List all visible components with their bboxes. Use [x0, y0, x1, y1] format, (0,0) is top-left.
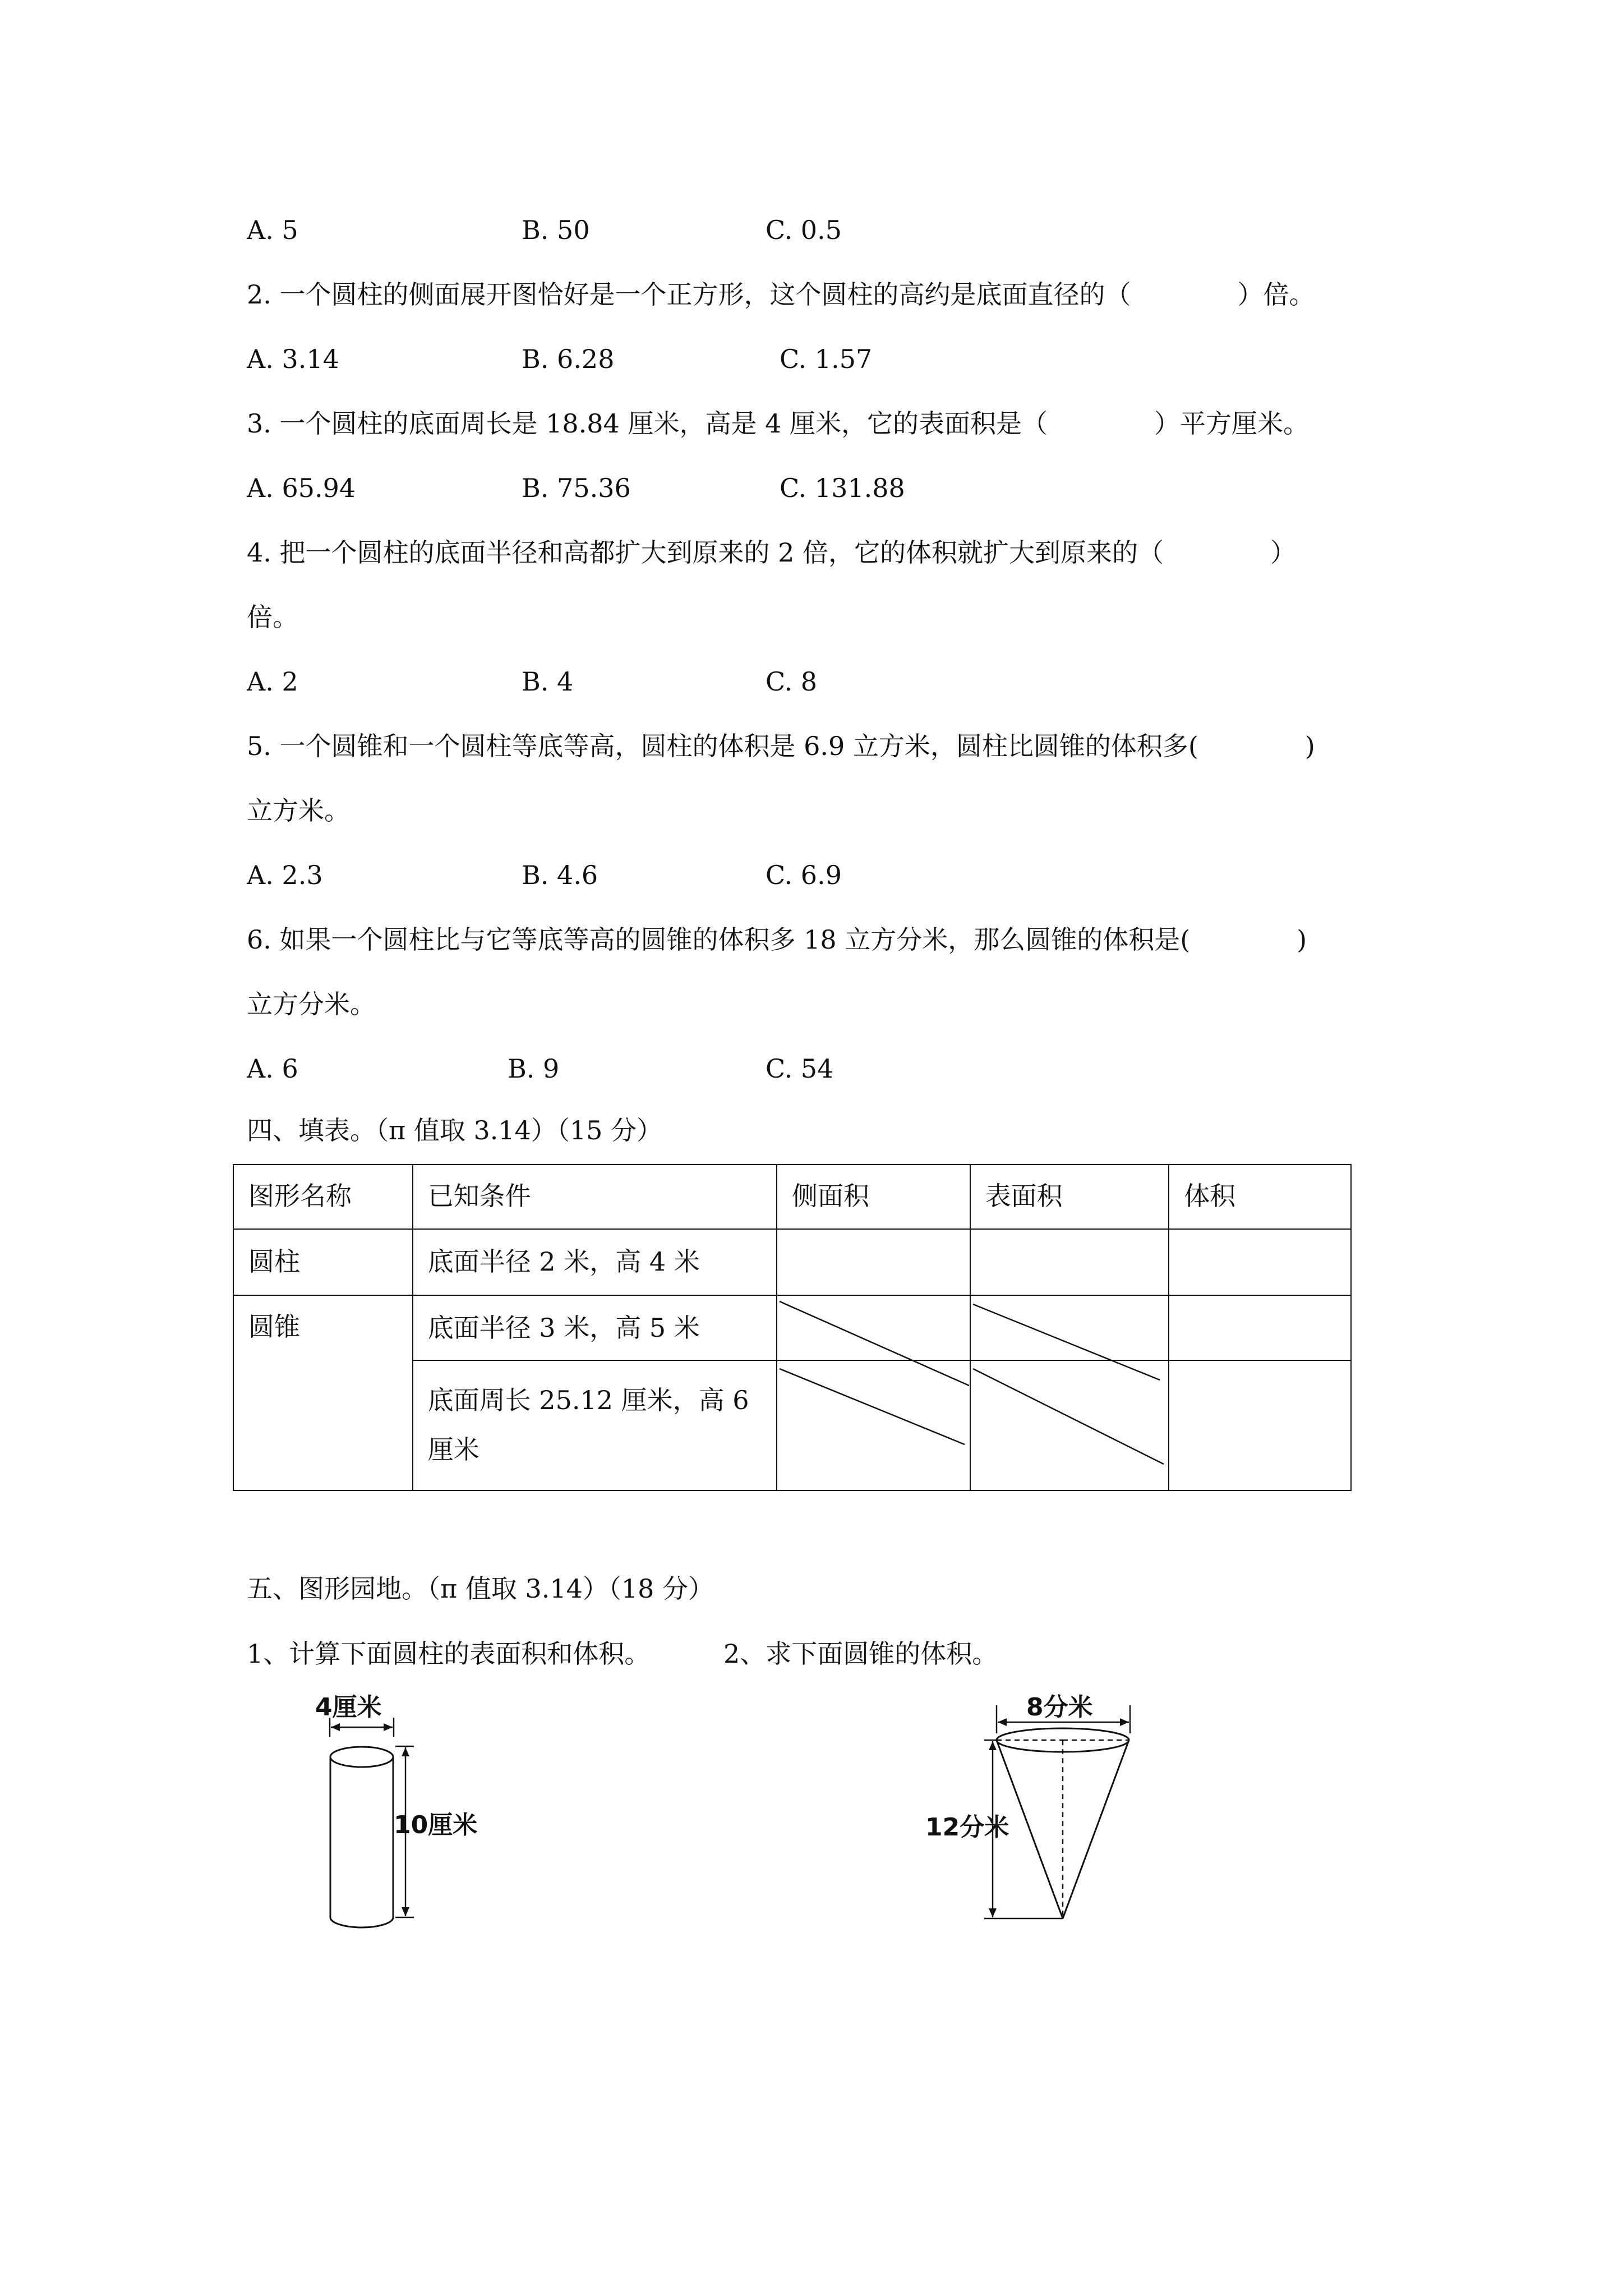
- question-4-text: 4. 把一个圆柱的底面半径和高都扩大到原来的 2 倍，它的体积就扩大到原来的（: [247, 537, 1164, 568]
- section-5-task-2: 2、求下面圆锥的体积。: [723, 1639, 998, 1669]
- question-6-text: 6. 如果一个圆柱比与它等底等高的圆锥的体积多 18 立方分米，那么圆锥的体积是(: [247, 924, 1191, 955]
- question-4-continued: 倍。: [247, 602, 298, 632]
- header-conditions: 已知条件: [413, 1165, 777, 1229]
- cone-diameter-label: 8分米: [1026, 1693, 1093, 1722]
- section-5-title: 五、图形园地。（π 值取 3.14）（18 分）: [247, 1573, 714, 1604]
- question-4-suffix: ）: [1270, 537, 1297, 568]
- row-cone-name: 圆锥: [233, 1295, 413, 1490]
- row-cylinder-name: 圆柱: [233, 1229, 413, 1295]
- cylinder-diameter-label: 4厘米: [315, 1693, 382, 1722]
- question-5-text: 5. 一个圆锥和一个圆柱等底等高，圆柱的体积是 6.9 立方米，圆柱比圆锥的体积多(: [247, 731, 1198, 761]
- q4-option-c: C. 8: [766, 666, 818, 697]
- cross-line: [973, 1369, 1164, 1464]
- q2-option-a: A. 3.14: [247, 344, 339, 374]
- cone-figure: [925, 1683, 1172, 1941]
- q1-option-b: B. 50: [522, 215, 590, 245]
- cross-line: [973, 1304, 1160, 1380]
- cross-line: [780, 1301, 969, 1386]
- q6-option-a: A. 6: [247, 1053, 298, 1084]
- row-cone2-conditions-line2: 厘米: [427, 1434, 479, 1465]
- q1-option-c: C. 0.5: [766, 215, 842, 245]
- cross-line: [780, 1369, 965, 1444]
- header-lateral-area: 侧面积: [777, 1165, 970, 1229]
- q2-option-b: B. 6.28: [522, 344, 615, 374]
- q4-option-b: B. 4: [522, 666, 574, 697]
- question-6-continued: 立方分米。: [247, 989, 376, 1019]
- question-2-text: 2. 一个圆柱的侧面展开图恰好是一个正方形，这个圆柱的高约是底面直径的（: [247, 279, 1131, 310]
- q3-option-b: B. 75.36: [522, 473, 631, 503]
- q6-option-b: B. 9: [508, 1053, 560, 1084]
- q3-option-a: A. 65.94: [247, 473, 356, 503]
- cylinder-figure: [303, 1683, 544, 1941]
- header-shape-name: 图形名称: [233, 1165, 413, 1229]
- question-3-text: 3. 一个圆柱的底面周长是 18.84 厘米，高是 4 厘米，它的表面积是（: [247, 408, 1048, 439]
- section-4-title: 四、填表。（π 值取 3.14）（15 分）: [247, 1115, 663, 1145]
- header-surface-area: 表面积: [970, 1165, 1169, 1229]
- q5-option-a: A. 2.3: [247, 860, 323, 890]
- q5-option-c: C. 6.9: [766, 860, 842, 890]
- row-cone2-conditions-line1: 底面周长 25.12 厘米，高 6: [427, 1385, 749, 1415]
- question-3-suffix: ）平方厘米。: [1154, 408, 1309, 439]
- row-cone-conditions: 底面半径 3 米，高 5 米: [413, 1295, 777, 1360]
- q3-option-c: C. 131.88: [780, 473, 905, 503]
- question-5-continued: 立方米。: [247, 795, 350, 826]
- header-volume: 体积: [1169, 1165, 1351, 1229]
- section-5-task-1: 1、计算下面圆柱的表面积和体积。: [247, 1639, 651, 1669]
- q1-option-a: A. 5: [247, 215, 298, 245]
- q6-option-c: C. 54: [766, 1053, 834, 1084]
- cone-height-label: 12分米: [925, 1813, 1009, 1842]
- row-cylinder-conditions: 底面半径 2 米，高 4 米: [413, 1229, 777, 1295]
- q5-option-b: B. 4.6: [522, 860, 598, 890]
- q4-option-a: A. 2: [247, 666, 298, 697]
- question-6-suffix: ): [1297, 924, 1307, 955]
- question-2-suffix: ）倍。: [1237, 279, 1315, 310]
- q2-option-c: C. 1.57: [780, 344, 873, 374]
- cylinder-height-label: 10厘米: [394, 1811, 478, 1839]
- question-5-suffix: ): [1304, 731, 1315, 761]
